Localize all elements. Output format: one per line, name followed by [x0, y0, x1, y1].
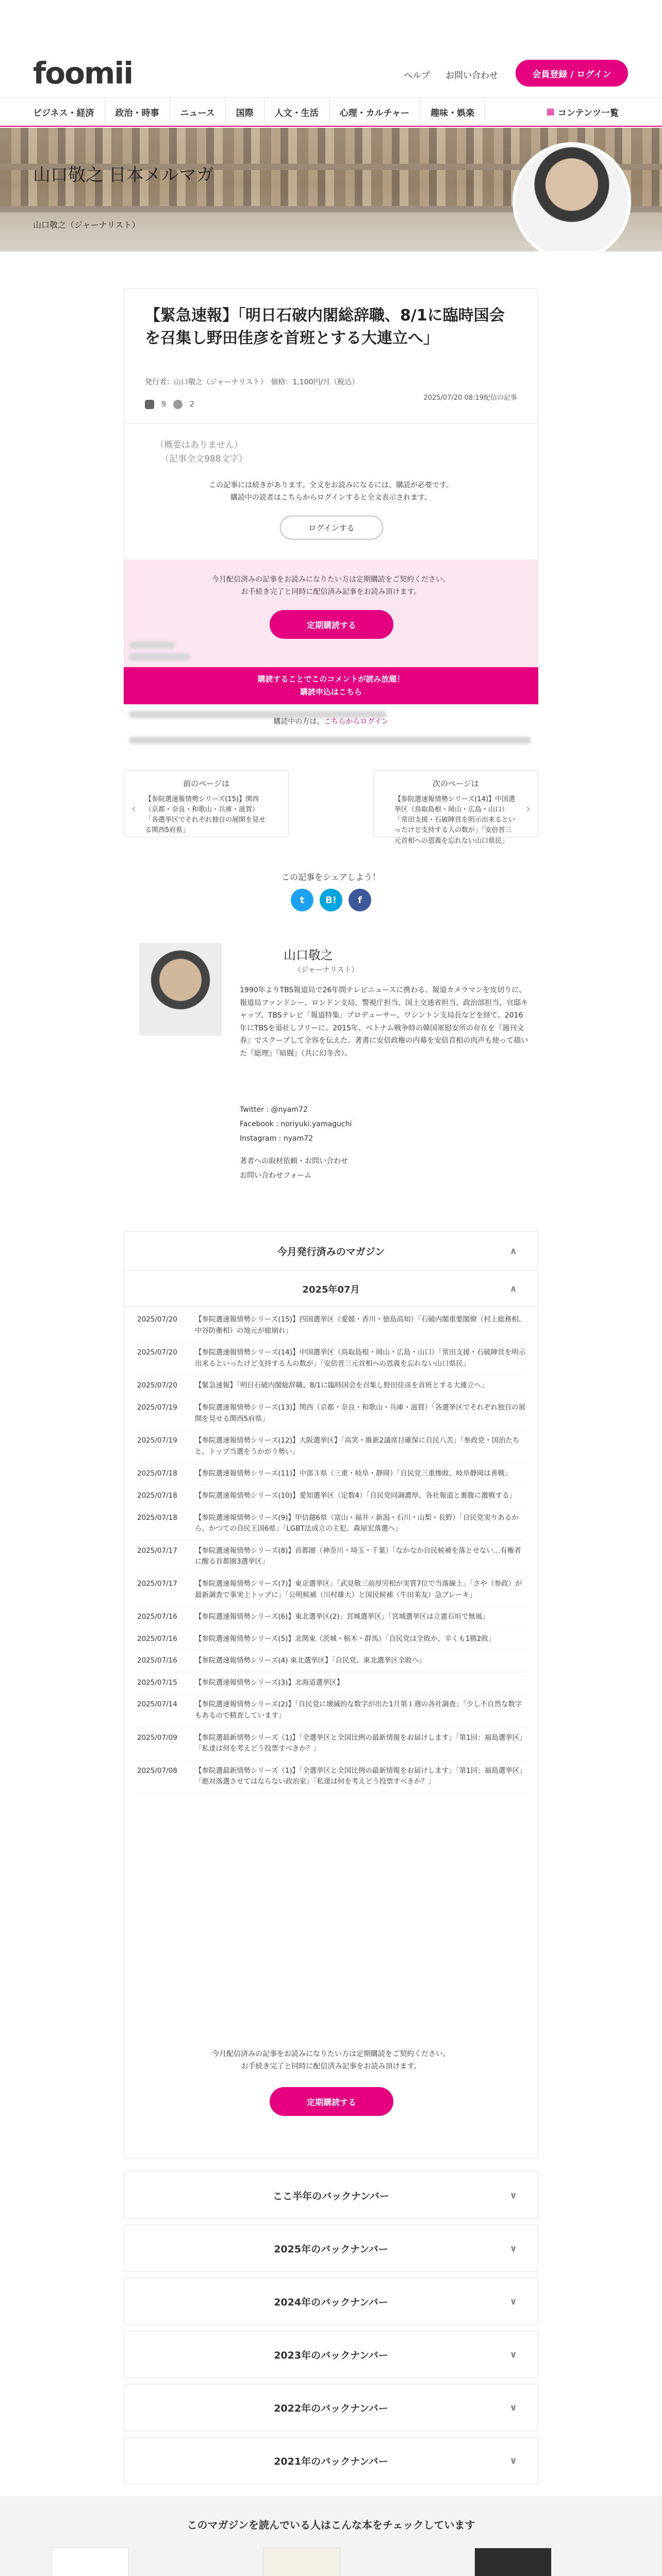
subscribe-note-line: お手続き完了と同時に配信済み記事をお読み頂けます。 — [241, 2062, 421, 2071]
backnumber-label: 2021年のバックナンバー — [274, 2455, 388, 2467]
issue-row[interactable] — [137, 1397, 526, 1430]
subscribe-note-line: 今月配信済みの記事をお読みになりたい方は定期購読をご契約ください。 — [212, 575, 450, 584]
author-profile — [124, 938, 538, 1206]
summary-line: （概要はありません） — [155, 440, 243, 450]
like-count: 9 — [161, 400, 166, 409]
issue-title: 【参院選速報情勢シリーズ(14)】中国選挙区（鳥取島根・岡山・広島・山口）「常田支援・石破陣営を明示出来るといったけど支持する人の数が」「安倍晋三元首相への恩義を忘れない山口県民」 — [195, 1348, 526, 1368]
backnumber-2024[interactable] — [124, 2278, 538, 2325]
next-page-card[interactable] — [373, 770, 538, 845]
twitter-handle[interactable]: Twitter : @nyam72 — [240, 1106, 308, 1114]
issue-date: 2025/07/14 — [137, 1700, 177, 1709]
author-photo — [139, 943, 222, 1036]
author-name: 山口敬之 — [284, 948, 333, 962]
author-bio: 1990年よりTBS報道局で26年間テレビニュースに携わる。報道カメラマンを皮切りに、報道局ファンドシー、ロンドン支局、警視庁担当、国土交通省担当、政治部担当、官邸キャップ、TBSテレビ「報道特集」プロデューサー、ワシントン支局長などを経て、2016年にTBSを退社しフリーに。2015年、ベトナム戦争時の韓国軍慰安所の存在を『週刊文春』でスクープして全容を伝えた。著書に安倍政権の内幕を安倍首相の肉声も使って描いた『総理』『暗闘』（共に幻冬舎）。 — [240, 986, 528, 1058]
issue-date: 2025/07/20 — [137, 1315, 177, 1324]
login-button[interactable]: ログインする — [280, 516, 383, 539]
issue-title: 【緊急速報】「明日石破内閣総辞職、8/1に臨時国会を召集し野田佳彦を首班とする大連立へ」 — [195, 1381, 488, 1390]
issue-row[interactable] — [137, 1573, 526, 1606]
issue-title: 【参院選速報情勢シリーズ(6)】東北選挙区(2)」宮城選挙区」「宮城選挙区は立憲石垣で無風」 — [195, 1613, 489, 1621]
signup-login-button[interactable]: 会員登録 / ログイン — [516, 60, 628, 87]
subscribe-note — [124, 574, 538, 599]
issue-title: 【参院選速報情勢シリーズ(15)】四国選挙区（愛媛・香川・徳島高知）「石破内閣重要閣僚（村上総務相、中谷防衛相）の地元が総崩れ」 — [195, 1315, 526, 1335]
issue-title: 【参院選最新情勢シリーズ（1)】「全選挙区と全国比例の最新情報をお届けします」「第1回：福島選挙区」「絶対落選させてはならない政治家」「私達は何を考えどう投票すべきか？」 — [195, 1766, 526, 1786]
issue-date: 2025/07/18 — [137, 1491, 177, 1500]
nav-business[interactable]: ビジネス・経済 — [33, 97, 105, 126]
subscribe-note-line: お手続き完了と同時に配信済み記事をお読み頂けます。 — [241, 587, 421, 596]
thumbs-up-icon[interactable] — [145, 400, 154, 409]
article-card — [124, 289, 538, 670]
issue-date: 2025/07/15 — [137, 1678, 177, 1687]
issue-row[interactable] — [137, 1650, 526, 1672]
chevron-down-icon: ∨ — [509, 2349, 517, 2360]
book-cover — [474, 2548, 552, 2576]
issue-row[interactable] — [137, 1727, 526, 1760]
issue-date: 2025/07/20 — [137, 1381, 177, 1390]
backnumber-label: 2023年のバックナンバー — [274, 2349, 388, 2361]
backnumber-label: 2022年のバックナンバー — [274, 2402, 388, 2414]
blurred-comment — [129, 737, 531, 744]
issues-subscribe-note — [124, 2048, 538, 2073]
backnumber-half-year[interactable] — [124, 2172, 538, 2219]
comment-login-prefix: 購読中の方は、 — [273, 718, 324, 726]
issue-title: 【参院選速報情勢シリーズ(7)】東京選挙区」「武見敬三前厚労相が実質7位で当落線上」「さや（参政）が最新調査で事実上トップに」「公明候補（川村雄大）と国民候補（牛田茉友）急ブレーキ」 — [195, 1579, 522, 1599]
backnumber-label: 2025年のバックナンバー — [274, 2243, 388, 2255]
issues-heading[interactable] — [124, 1232, 538, 1271]
article-summary — [155, 438, 247, 466]
backnumber-2025[interactable] — [124, 2225, 538, 2272]
chevron-down-icon: ∨ — [509, 2243, 517, 2254]
reaction-row — [145, 400, 194, 409]
issue-date: 2025/07/17 — [137, 1579, 177, 1588]
issue-row[interactable] — [137, 1342, 526, 1375]
share-label: この記事をシェアしよう！ — [282, 872, 380, 882]
nav-content-list[interactable] — [536, 97, 629, 126]
interview-request-link[interactable]: 著者への取材依頼・お問い合わせ — [240, 1157, 348, 1165]
issue-row[interactable] — [137, 1540, 526, 1573]
article-date: 2025/07/20 08:19配信の記事 — [423, 394, 517, 402]
comment-icon[interactable] — [173, 400, 183, 409]
next-page-heading: 次のページは — [433, 779, 479, 788]
issue-date: 2025/07/19 — [137, 1436, 177, 1445]
issue-row[interactable] — [137, 1309, 526, 1342]
issue-title: 【参院選速報情勢シリーズ(3)】北海道選挙区】 — [195, 1678, 344, 1687]
author-role: （ジャーナリスト） — [294, 966, 359, 974]
facebook-handle[interactable]: Facebook : noriyuki.yamaguchi — [240, 1120, 352, 1128]
nav-content-list-label: コンテンツ一覧 — [557, 108, 619, 118]
backnumber-2023[interactable] — [124, 2331, 538, 2378]
issue-row[interactable] — [137, 1485, 526, 1507]
twitter-icon[interactable]: t — [291, 889, 313, 911]
issue-title: 【参院選最新情勢シリーズ（1)】「全選挙区と全国比例の最新情報をお届けします」「第1回：福島選挙区」「私達は何を考えどう投票すべきか？」 — [195, 1733, 526, 1753]
issue-date: 2025/07/16 — [137, 1656, 177, 1665]
chevron-down-icon: ∨ — [509, 2455, 517, 2466]
share-buttons — [291, 889, 371, 911]
issue-date: 2025/07/09 — [137, 1733, 177, 1742]
issue-date: 2025/07/17 — [137, 1546, 177, 1555]
site-header — [0, 0, 662, 98]
article-meta: 発行者：山口敬之（ジャーナリスト） 価格：1,100円/月（税込） — [145, 378, 359, 386]
issue-row[interactable] — [137, 1507, 526, 1540]
issue-date: 2025/07/19 — [137, 1403, 177, 1412]
issue-date: 2025/07/08 — [137, 1766, 177, 1775]
next-page-title: 【参院選速報情勢シリーズ(14)】中国選挙区（鳥取島根・岡山・広島・山口）「常田支援・石破陣営を明示出来るといったけど支持する人の数が」「安倍晋三元首相への恩義を忘れない山口県民」 — [394, 795, 516, 845]
site-logo[interactable]: foomii — [33, 56, 133, 91]
issue-row[interactable] — [137, 1463, 526, 1485]
subscribe-button[interactable]: 定期購読する — [270, 610, 393, 639]
chevron-right-icon: › — [526, 803, 531, 816]
issue-title: 【参院選速報情勢シリーズ(12)】大阪選挙区】「高笑・維新2議席目確保に自民八苦」「参政党・国治たちと、トップ当選をうかがう勢い」 — [195, 1436, 520, 1456]
month-heading[interactable] — [124, 1271, 538, 1307]
backnumber-2022[interactable] — [124, 2384, 538, 2431]
chevron-up-icon: ∧ — [509, 1246, 517, 1257]
backnumber-label: 2024年のバックナンバー — [274, 2296, 388, 2308]
issue-date: 2025/07/18 — [137, 1469, 177, 1478]
book-cover — [52, 2548, 129, 2576]
blurred-comment — [129, 653, 191, 660]
issue-row[interactable] — [137, 1760, 526, 1793]
issues-heading-label: 今月発行済みのマガジン — [277, 1246, 385, 1258]
login-note-line: この記事には続きがあります。全文をお読みになるには、購読が必要です。 — [209, 481, 453, 489]
nav-news[interactable]: ニュース — [170, 97, 226, 126]
summary-length: （記事全文988文字） — [160, 454, 247, 465]
utility-links — [404, 68, 498, 81]
issue-row[interactable] — [137, 1694, 526, 1727]
contact-link[interactable]: お問い合わせ — [445, 71, 498, 81]
comment-count: 2 — [189, 400, 194, 409]
prev-page-heading: 前のページは — [183, 779, 229, 788]
issue-title: 【参院選速報情勢シリーズ(2)】「自民党に壊滅的な数字が出た1月第１週の各社調査」「少し不自然な数字もあるので精査しています」 — [195, 1700, 522, 1720]
issue-title: 【参院選速報情勢シリーズ(8)】首都圏（神奈川・埼玉・千葉）「なかなか自民候補を落とせない…有権者に醒る首都圏3選挙区」 — [195, 1546, 521, 1566]
month-heading-label: 2025年07月 — [302, 1284, 360, 1295]
magazine-author[interactable]: 山口敬之（ジャーナリスト） — [33, 220, 140, 230]
chevron-down-icon: ∨ — [509, 2296, 517, 2307]
book-card[interactable] — [263, 2548, 433, 2576]
subscribe-note-line: 今月配信済みの記事をお読みになりたい方は定期購読をご契約ください。 — [212, 2050, 450, 2058]
comment-section — [124, 639, 538, 757]
magazine-title: 山口敬之 日本メルマガ — [33, 165, 214, 185]
issue-date: 2025/07/20 — [137, 1348, 177, 1357]
issue-row[interactable] — [137, 1375, 526, 1397]
recommended-books — [0, 2496, 662, 2576]
issue-row[interactable] — [137, 1672, 526, 1694]
chevron-left-icon: ‹ — [131, 803, 136, 816]
nav-hobby[interactable]: 趣味・娯楽 — [420, 97, 485, 126]
comment-banner-line: 購読することでこのコメントが読み放題！ — [257, 674, 405, 684]
hatena-icon[interactable]: B! — [320, 889, 342, 911]
help-link[interactable]: ヘルプ — [404, 71, 430, 81]
grid-icon: ▦ — [546, 107, 555, 117]
comment-login-note — [124, 716, 538, 726]
login-note-line: 購読中の読者はこちらからログインすると全文表示されます。 — [230, 493, 432, 502]
category-nav — [0, 98, 662, 127]
book-card[interactable] — [474, 2548, 644, 2576]
book-cover — [263, 2548, 340, 2576]
issue-list — [137, 1309, 526, 1793]
nav-humanities[interactable]: 人文・生活 — [264, 97, 329, 126]
issues-subscribe-button[interactable]: 定期購読する — [270, 2087, 393, 2116]
article-title: 【緊急速報】「明日石破内閣総辞職、8/1に臨時国会を召集し野田佳彦を首班とする大連立へ」 — [145, 307, 505, 347]
monthly-issues — [124, 1231, 538, 2159]
blurred-comment — [129, 641, 175, 649]
comment-login-link[interactable]: こちらからログイン — [324, 718, 389, 726]
comment-paywall-banner[interactable] — [124, 667, 538, 704]
issue-row[interactable] — [137, 1606, 526, 1629]
recommended-books-title: このマガジンを読んでいる人はこんな本をチェックしています — [187, 2519, 475, 2531]
chevron-up-icon: ∧ — [509, 1283, 517, 1294]
book-card[interactable] — [52, 2548, 222, 2576]
login-note — [124, 480, 538, 504]
issue-title: 【参院選速報情勢シリーズ(4) 東北選挙区】「自民党、東北選挙区全敗へ」 — [195, 1656, 426, 1665]
backnumber-label: ここ半年のバックナンバー — [273, 2190, 389, 2202]
magazine-hero — [0, 128, 662, 251]
issue-date: 2025/07/18 — [137, 1513, 177, 1522]
comment-banner-line: 購読申込はこちら — [300, 687, 362, 697]
issue-title: 【参院選速報情勢シリーズ(5)】北関東（茨城・栃木・群馬）「自民党は全敗か、辛くも1勝2敗」 — [195, 1634, 495, 1643]
issue-title: 【参院選速報情勢シリーズ(13)】関西（京都・奈良・和歌山・兵庫・滋賀）「各選挙区でそれぞれ独自の展開を見せる関西5府県」 — [195, 1403, 526, 1423]
chevron-down-icon: ∨ — [509, 2402, 517, 2413]
nav-politics[interactable]: 政治・時事 — [105, 97, 170, 126]
backnumber-2021[interactable] — [124, 2437, 538, 2484]
prev-page-card[interactable] — [124, 770, 289, 837]
author-sns — [240, 1103, 352, 1146]
issue-row[interactable] — [137, 1430, 526, 1463]
prev-page-title: 【参院選速報情勢シリーズ(15)】関西（京都・奈良・和歌山・兵庫・滋賀）「各選挙区でそれぞれ独自の展開を見せる関西5府県」 — [145, 795, 266, 835]
issue-row[interactable] — [137, 1629, 526, 1651]
nav-culture[interactable]: 心理・カルチャー — [329, 97, 421, 126]
nav-international[interactable]: 国際 — [226, 97, 264, 126]
instagram-handle[interactable]: Instagram : nyam72 — [240, 1134, 313, 1143]
author-links — [240, 1154, 348, 1183]
contact-form-link[interactable]: お問い合わせフォーム — [240, 1172, 312, 1180]
issue-date: 2025/07/16 — [137, 1634, 177, 1643]
issue-title: 【参院選速報情勢シリーズ(10)】愛知選挙区（定数4）「自民党同調濃厚、各社報道と裏腹に激戦する」 — [195, 1491, 516, 1500]
issue-title: 【参院選速報情勢シリーズ(11)】中部３県（三重・岐阜・静岡）「自民党三重惨敗、岐阜静岡は善戦」 — [195, 1469, 512, 1478]
issue-title: 【参院選速報情勢シリーズ(9)】甲信越6県（富山・福井・新潟・石川・山梨・長野）「自民党実りあるから、かつての自民王国6県」「LGBT法成立の主犯、森屋宏落選へ」 — [195, 1513, 519, 1533]
facebook-icon[interactable]: f — [349, 889, 371, 911]
chevron-down-icon: ∨ — [509, 2190, 517, 2201]
issue-date: 2025/07/16 — [137, 1613, 177, 1621]
